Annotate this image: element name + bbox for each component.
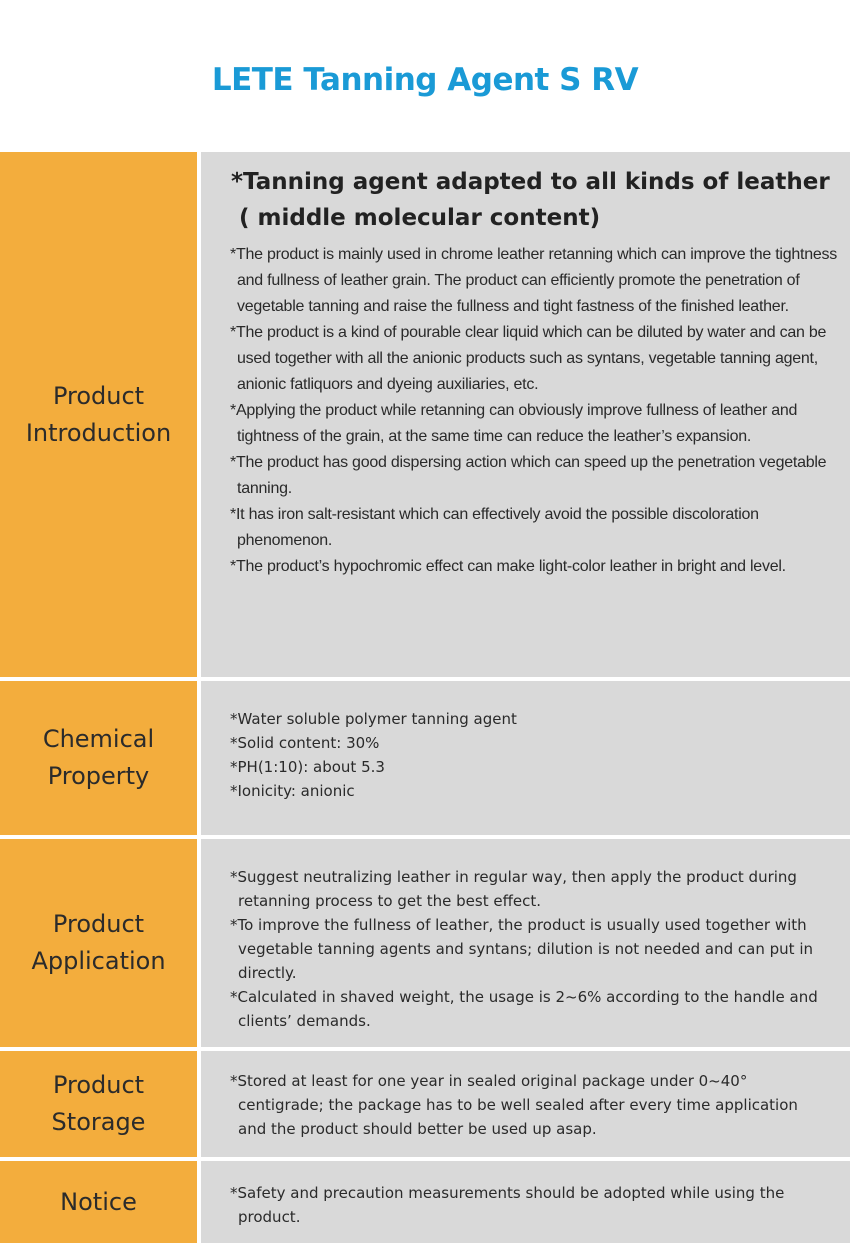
page-title: LETE Tanning Agent S RV <box>211 62 639 98</box>
bullet-item: *Water soluble polymer tanning agent <box>230 710 517 728</box>
intro-heading-line: ( middle molecular content) <box>239 205 601 231</box>
bullet-item: *PH(1:10): about 5.3 <box>230 758 385 776</box>
intro-bullet-list <box>230 242 850 580</box>
row-chemical-property <box>0 681 850 835</box>
content-notice <box>201 1161 850 1243</box>
application-bullet-list <box>230 865 850 1033</box>
intro-heading-line: *Tanning agent adapted to all kinds of leather <box>231 169 830 195</box>
label-line: Notice <box>60 1187 137 1216</box>
content-product-introduction <box>201 152 850 677</box>
label-line: Application <box>31 947 166 975</box>
content-product-storage <box>201 1051 850 1157</box>
label-line: Introduction <box>25 418 172 447</box>
bullet-item: *Ionicity: anionic <box>230 782 355 800</box>
bullet-item: *Solid content: 30% <box>230 734 380 752</box>
bullet-item: *Suggest neutralizing leather in regular way, then apply the product during retanning process to get the best effect. <box>230 868 797 910</box>
bullet-item: *The product is mainly used in chrome leather retanning which can improve the tightness and fullness of leather grain. The product can efficiently promote the penetration of vegetable tanning and raise the fullness and tight fastness of the finished leather. <box>230 246 838 315</box>
bullet-item: *The product has good dispersing action which can speed up the penetration vegetable tanning. <box>230 454 827 497</box>
bullet-item: *To improve the fullness of leather, the product is usually used together with vegetable tanning agents and syntans; dilution is not needed and can put in directly. <box>230 916 813 982</box>
label-line: Storage <box>51 1108 146 1136</box>
chemical-bullet-list <box>230 707 850 803</box>
label-chemical-property <box>0 681 197 835</box>
label-line: Product <box>52 381 145 410</box>
bullet-item: *The product is a kind of pourable clear liquid which can be diluted by water and can be used together with all the anionic products such as syntans, vegetable tanning agent, anionic fatliquors and dyeing auxiliaries, etc. <box>230 324 827 393</box>
notice-bullet-list <box>230 1181 850 1229</box>
label-product-storage <box>0 1051 197 1157</box>
label-line: Product <box>52 1071 145 1099</box>
label-line: Product <box>52 910 145 938</box>
content-chemical-property <box>201 681 850 835</box>
bullet-item: *Applying the product while retanning can obviously improve fullness of leather and tightness of the grain, at the same time can reduce the leather’s expansion. <box>230 402 798 445</box>
row-notice <box>0 1161 850 1243</box>
label-product-application <box>0 839 197 1047</box>
bullet-item: *It has iron salt-resistant which can effectively avoid the possible discoloration phenomenon. <box>230 506 759 549</box>
bullet-item: *The product’s hypochromic effect can make light-color leather in bright and level. <box>230 558 786 575</box>
intro-heading <box>231 164 850 236</box>
bullet-item: *Stored at least for one year in sealed original package under 0~40° centigrade; the package has to be well sealed after every time application and the product should better be used up asap. <box>230 1072 798 1138</box>
row-product-introduction <box>0 152 850 677</box>
label-line: Property <box>47 762 150 790</box>
label-line: Chemical <box>42 725 155 753</box>
bullet-item: *Safety and precaution measurements should be adopted while using the product. <box>230 1184 785 1226</box>
row-product-storage <box>0 1051 850 1157</box>
label-notice <box>0 1161 197 1243</box>
storage-bullet-list <box>230 1069 850 1141</box>
bullet-item: *Calculated in shaved weight, the usage is 2~6% according to the handle and clients’ demands. <box>230 988 818 1030</box>
label-product-introduction <box>0 152 197 677</box>
row-product-application <box>0 839 850 1047</box>
content-product-application <box>201 839 850 1047</box>
